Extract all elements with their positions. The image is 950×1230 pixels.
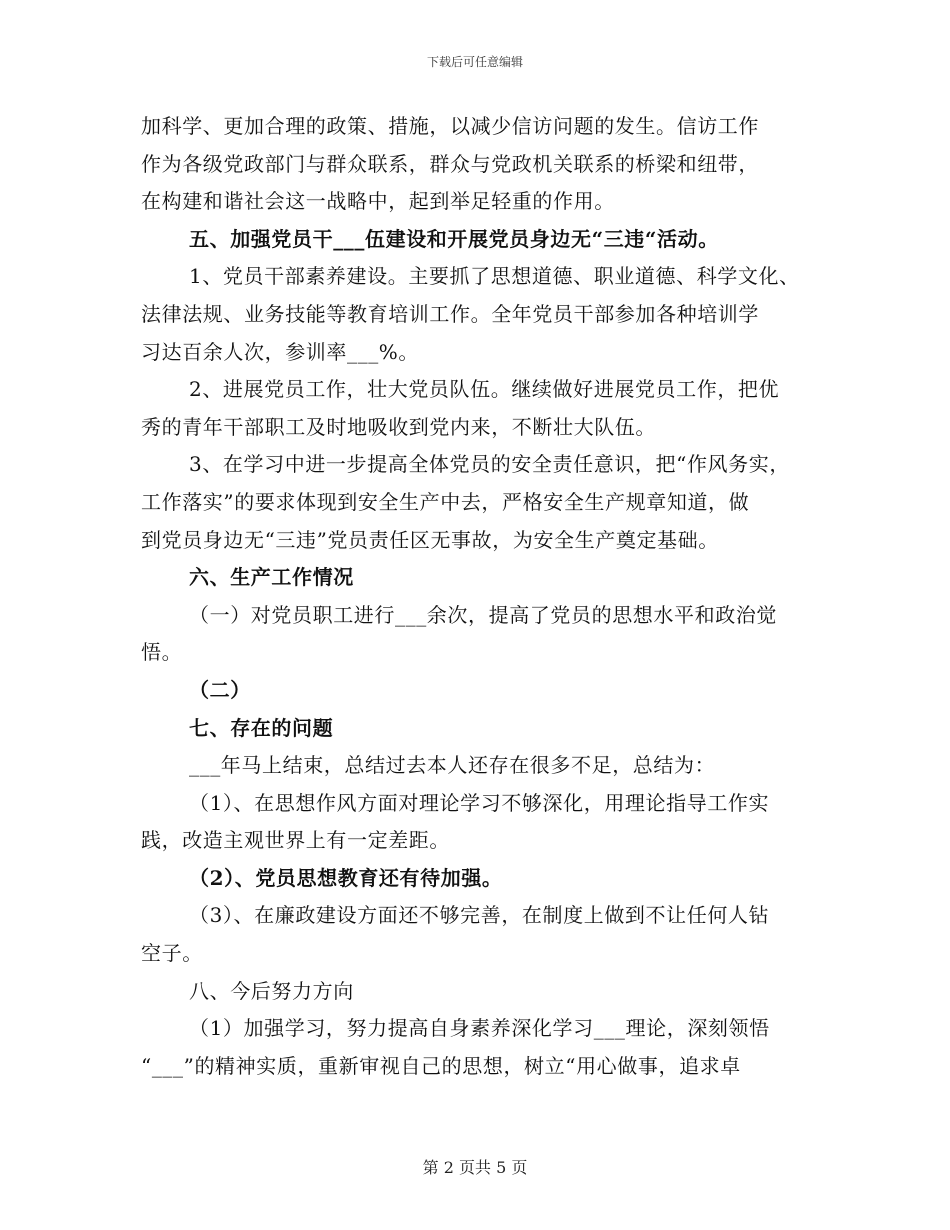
paragraph-line: 悟。 [141, 640, 183, 665]
paragraph-line: 到党员身边无“三违”党员责任区无事故，为安全生产奠定基础。 [141, 527, 719, 552]
paragraph-line: ___年马上结束，总结过去本人还存在很多不足，总结为： [189, 753, 716, 778]
paragraph-line: 2、进展党员工作，壮大党员队伍。继续做好进展党员工作，把优 [189, 377, 780, 402]
section-heading: 六、生产工作情况 [189, 565, 354, 590]
paragraph-line: 空子。 [141, 941, 203, 966]
document-body [141, 108, 841, 1085]
paragraph-line: 在构建和谐社会这一战略中，起到举足轻重的作用。 [141, 189, 615, 214]
paragraph-line: （1）、在思想作风方面对理论学习不够深化，用理论指导工作实 [189, 790, 770, 815]
paragraph-line: （3）、在廉政建设方面还不够完善，在制度上做到不让任何人钻 [189, 903, 770, 928]
paragraph-line: （1）加强学习，努力提高自身素养深化学习___理论，深刻领悟 [189, 1016, 770, 1041]
paragraph-line: 法律法规、业务技能等教育培训工作。全年党员干部参加各种培训学 [141, 301, 759, 326]
section-heading: 五、加强党员干___伍建设和开展党员身边无“三违“活动。 [189, 226, 719, 251]
page-header: 下载后可任意编辑 [426, 55, 523, 69]
paragraph-line: “___”的精神实质，重新审视自己的思想，树立“用心做事，追求卓 [141, 1053, 741, 1078]
paragraph-line: 秀的青年干部职工及时地吸收到党内来，不断壮大队伍。 [141, 414, 656, 439]
section-heading: 七、存在的问题 [189, 715, 334, 740]
paragraph-line: 践，改造主观世界上有一定差距。 [141, 828, 450, 853]
paragraph-line: （一）对党员职工进行___余次，提高了党员的思想水平和政治觉 [189, 602, 777, 627]
paragraph-line: 3、在学习中进一步提高全体党员的安全责任意识，把“作风务实， [189, 452, 790, 477]
page-number: 第 2 页共 5 页 [422, 1158, 528, 1177]
section-heading: （二） [189, 677, 251, 702]
paragraph-line: 八、今后努力方向 [189, 978, 354, 1003]
section-heading: （2）、党员思想教育还有待加强。 [189, 865, 503, 890]
paragraph-line: 工作落实”的要求体现到安全生产中去，严格安全生产规章知道，做 [141, 489, 750, 514]
paragraph-line: 1、党员干部素养建设。主要抓了思想道德、职业道德、科学文化、 [189, 264, 800, 289]
paragraph-line: 习达百余人次，参训率___%。 [141, 339, 420, 364]
paragraph-line: 加科学、更加合理的政策、措施，以减少信访问题的发生。信访工作 [141, 114, 759, 138]
paragraph-line: 作为各级党政部门与群众联系，群众与党政机关联系的桥梁和纽带， [141, 151, 759, 176]
